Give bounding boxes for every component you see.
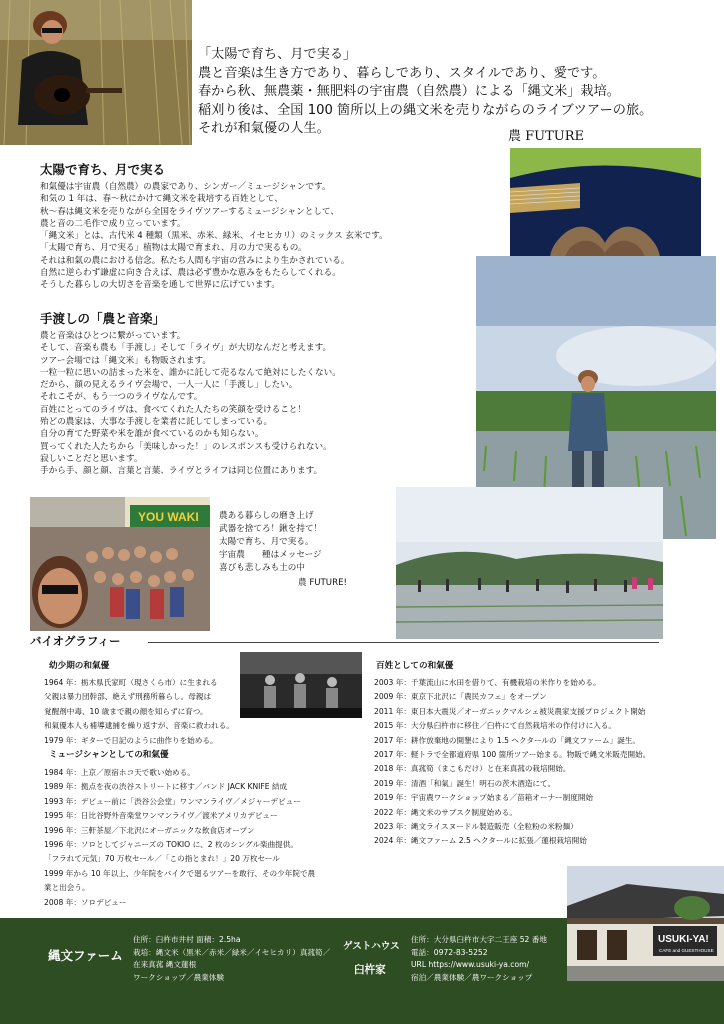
list-item: 父親は暴力団幹部、絶えず刑務所暮らし。母親は bbox=[44, 692, 212, 702]
group-photo bbox=[30, 497, 210, 631]
list-item: 覚醒剤中毒、10 歳まで親の顔を知らずに育つ。 bbox=[44, 706, 208, 716]
bio-divider bbox=[148, 642, 659, 643]
list-item: 2018 年：真菰筍（まこもだけ）と在来真菰の栽培開始。 bbox=[374, 764, 571, 774]
bio-title: バイオグラフィー bbox=[30, 634, 121, 648]
poem-signature: 農 FUTURE! bbox=[298, 578, 347, 588]
section2-line: 百姓にとってのライヴは、食べてくれた人たちの笑顔を受けること！ bbox=[40, 404, 306, 415]
intro-line: 「太陽で育ち、月で実る」 bbox=[198, 47, 357, 62]
list-item: 2008 年：ソロデビュー bbox=[44, 897, 127, 907]
section1-line: 農と音の二毛作で成り立っています。 bbox=[40, 218, 186, 229]
section2-line: それこそが、もう一つのライヴなんです。 bbox=[40, 392, 203, 403]
list-item: 2023 年：縄文ライスヌードル製造販売（全粒粉の米粉麺） bbox=[374, 822, 578, 832]
list-item: 2024 年：縄文ファーム 2.5 ヘクタールに拡張／蓮根栽培開始 bbox=[374, 836, 587, 846]
list-item: 業と出会う。 bbox=[44, 883, 90, 893]
list-item: 2011 年：東日本大震災／オーガニックマルシェ被災農家支援プロジェクト開始 bbox=[374, 706, 646, 716]
intro-line: 農と音楽は生き方であり、暮らしであり、スタイルであり、愛です。 bbox=[198, 65, 606, 81]
childhood-title: 幼少期の和氣優 bbox=[49, 661, 110, 671]
intro-line: 春から秋、無農薬・無肥料の宇宙農（自然農）による「縄文米」栽培。 bbox=[198, 84, 620, 100]
farm-info-line: ワークショップ／農業体験 bbox=[133, 972, 224, 982]
section2-line: 寂しいことだと思います。 bbox=[40, 453, 143, 464]
list-item: 2015 年：大分県臼杵市に移住／臼杵にて自然栽培米の作付けに入る。 bbox=[374, 721, 616, 731]
section2-line: そして、音楽も農も「手渡し」そして「ライヴ」が大切なんだと考えます。 bbox=[40, 343, 332, 354]
intro-block bbox=[198, 46, 652, 139]
farm-info-line: 栽培：縄文米（黒米／赤米／緑米／イセヒカリ）真菰筍／ bbox=[133, 947, 331, 957]
list-item: 2022 年：縄文米のサブスク制度始める。 bbox=[374, 807, 517, 817]
section1-line: 「縄文米」とは、古代米 4 種類（黒米、赤米、緑米、イセヒカリ）のミックス 玄米です。 bbox=[40, 231, 388, 242]
farm-info bbox=[133, 934, 330, 984]
childhood-list bbox=[44, 676, 234, 748]
section2-line: 自分の育てた野菜や米を誰が食べているのかも知らない。 bbox=[40, 429, 264, 440]
section1-line: 和氣優は宇宙農（自然農）の農家であり、シンガー／ミュージシャンです。 bbox=[40, 182, 331, 192]
list-item: 1996 年：三軒茶屋／下北沢にオーガニックな飲食店オープン bbox=[44, 825, 255, 835]
section2-line: 手から手、顔と顔、言葉と言葉、ライヴとライフは同じ位置にあります。 bbox=[40, 466, 323, 477]
guesthouse-label: ゲストハウス bbox=[343, 941, 400, 952]
live-photo bbox=[240, 652, 362, 718]
farm-info-line: 住所：臼杵市井村 面積：2.5ha bbox=[133, 935, 241, 944]
list-item: 2009 年：東京下北沢に「農民カフェ」をオープン bbox=[374, 692, 547, 702]
poem-line: 太陽で育ち、月で実る。 bbox=[219, 537, 314, 547]
guest-info-line: URL https://www.usuki-ya.com/ bbox=[411, 960, 530, 970]
sign-sub: CAFE and GUESTHOUSE bbox=[659, 948, 714, 953]
list-item: 1989 年：拠点を夜の渋谷ストリートに移す／バンド JACK KNIFE 結成 bbox=[44, 782, 288, 792]
section2-line: ツアー会場では「縄文米」も物販されます。 bbox=[40, 355, 211, 366]
section1-body bbox=[40, 181, 388, 292]
list-item: 2003 年：千葉流山に水田を借りて、有機栽培の米作りを始める。 bbox=[374, 678, 601, 687]
section2-body bbox=[40, 330, 341, 478]
list-item: 和氣優本人も補導逮捕を繰り返すが、音楽に救われる。 bbox=[44, 721, 234, 731]
guesthouse-name: 臼杵家 bbox=[354, 964, 386, 976]
section1-line: そうした暮らしの大切さを音楽を通して世界に広げています。 bbox=[40, 280, 280, 291]
list-item: 2017 年：軽トラで全都道府県 100 箇所ツアー始まる。物販で縄文米販売開始。 bbox=[374, 750, 651, 760]
guest-info-line: 電話：0972-83-5252 bbox=[411, 947, 488, 957]
performer-photo bbox=[0, 0, 192, 145]
list-item: 2019 年：宇宙農ワークショップ始まる／苗箱オーナー制度開始 bbox=[374, 793, 594, 803]
section2-line: 一粒一粒に思いの詰まった米を、誰かに託して売るなんて絶対にしたくない。 bbox=[40, 367, 341, 378]
section1-title: 太陽で育ち、月で実る bbox=[40, 162, 166, 177]
section1-line: 自然に逆らわず謙虚に向き合えば、農は必ず豊かな恵みをもたらしてくれる。 bbox=[40, 268, 341, 279]
section1-line: 「太陽で育ち、月で実る」植物は太陽で育まれ、月の力で実るもの。 bbox=[40, 243, 307, 254]
list-item: 1999 年から 10 年以上、少年院をバイクで廻るツアーを敢行、その少年院で農 bbox=[44, 868, 316, 878]
list-item: 1979 年：ギターで日記のように曲作りを始める。 bbox=[44, 735, 218, 745]
sign-main: USUKI-YA! bbox=[658, 934, 709, 945]
section2-line: 殆どの農家は、大事な手渡しを業者に託してしまっている。 bbox=[40, 417, 273, 428]
future-label: 農 FUTURE bbox=[508, 129, 585, 144]
list-item: 1964 年：栃木県氏家町（現さくら市）に生まれる bbox=[44, 678, 218, 687]
farmer-list bbox=[374, 676, 650, 849]
farmer-title: 百姓としての和氣優 bbox=[376, 661, 454, 671]
section1-line: それは和氣の農における信念。私たち人間も宇宙の営みにより生かされている。 bbox=[40, 255, 350, 266]
section1-line: 和気の 1 年は、春～秋にかけて縄文米を栽培する百姓として、 bbox=[40, 194, 283, 205]
poem-block bbox=[219, 510, 322, 575]
section2-line: 農と音楽はひとつに繋がっています。 bbox=[40, 331, 186, 341]
guesthouse-info bbox=[411, 934, 547, 984]
intro-line: それが和氣優の人生。 bbox=[198, 121, 330, 137]
poem-line: 武器を捨てろ！鍬を持て！ bbox=[219, 524, 323, 534]
banner-text: YOU WAKI bbox=[138, 510, 199, 524]
poem-line: 喜びも悲しみも土の中 bbox=[219, 563, 305, 573]
list-item: 2019 年：清酒「和氣」誕生！明石の茨木酒造にて。 bbox=[374, 778, 556, 788]
list-item: 2017 年：耕作放棄地の開墾により 1.5 ヘクタールの「縄文ファーム」誕生。 bbox=[374, 735, 640, 745]
poem-line: 農ある暮らしの磨き上げ bbox=[219, 511, 314, 521]
section1-line: 秋～春は縄文米を売りながら全国をライヴツアーするミュージシャンとして、 bbox=[40, 206, 339, 217]
farm-name: 縄文ファーム bbox=[48, 948, 123, 963]
list-item: 1995 年：日比谷野外音楽堂ワンマンライヴ／渡米アメリカデビュー bbox=[44, 811, 278, 821]
list-item: 「フラれて元気」70 万枚セール／「この指とまれ！」20 万枚セール bbox=[44, 854, 280, 864]
list-item: 1996 年：ソロとしてジャニーズの TOKIO に、2 枚のシングル楽曲提供。 bbox=[44, 840, 298, 850]
guest-info-line: 住所：大分県臼杵市大字二王座 52 番地 bbox=[411, 935, 547, 944]
poem-line: 宇宙農 種はメッセージ bbox=[219, 550, 322, 560]
musician-title: ミュージシャンとしての和氣優 bbox=[49, 750, 169, 760]
guesthouse-photo bbox=[567, 866, 724, 981]
farm-info-line: 在来真菰 縄文蓮根 bbox=[133, 960, 197, 970]
intro-line: 稲刈り後は、全国 100 箇所以上の縄文米を売りながらのライブツアーの旅。 bbox=[198, 102, 653, 118]
list-item: 1993 年：デビュー前に「渋谷公会堂」ワンマンライヴ／メジャーデビュー bbox=[44, 796, 301, 806]
section2-title: 手渡しの「農と音楽」 bbox=[40, 311, 166, 326]
section2-line: 買ってくれた人たちから「美味しかった！」のレスポンスも受けられない。 bbox=[40, 441, 332, 452]
section2-line: だから、顔の見えるライヴ会場で、一人一人に「手渡し」したい。 bbox=[40, 380, 298, 391]
list-item: 1984 年：上京／原宿ホコ天で歌い始める。 bbox=[44, 768, 195, 777]
paddy-group-photo bbox=[396, 487, 663, 639]
guest-info-line: 宿泊／農業体験／農ワークショップ bbox=[411, 972, 533, 982]
musician-list bbox=[44, 766, 315, 910]
